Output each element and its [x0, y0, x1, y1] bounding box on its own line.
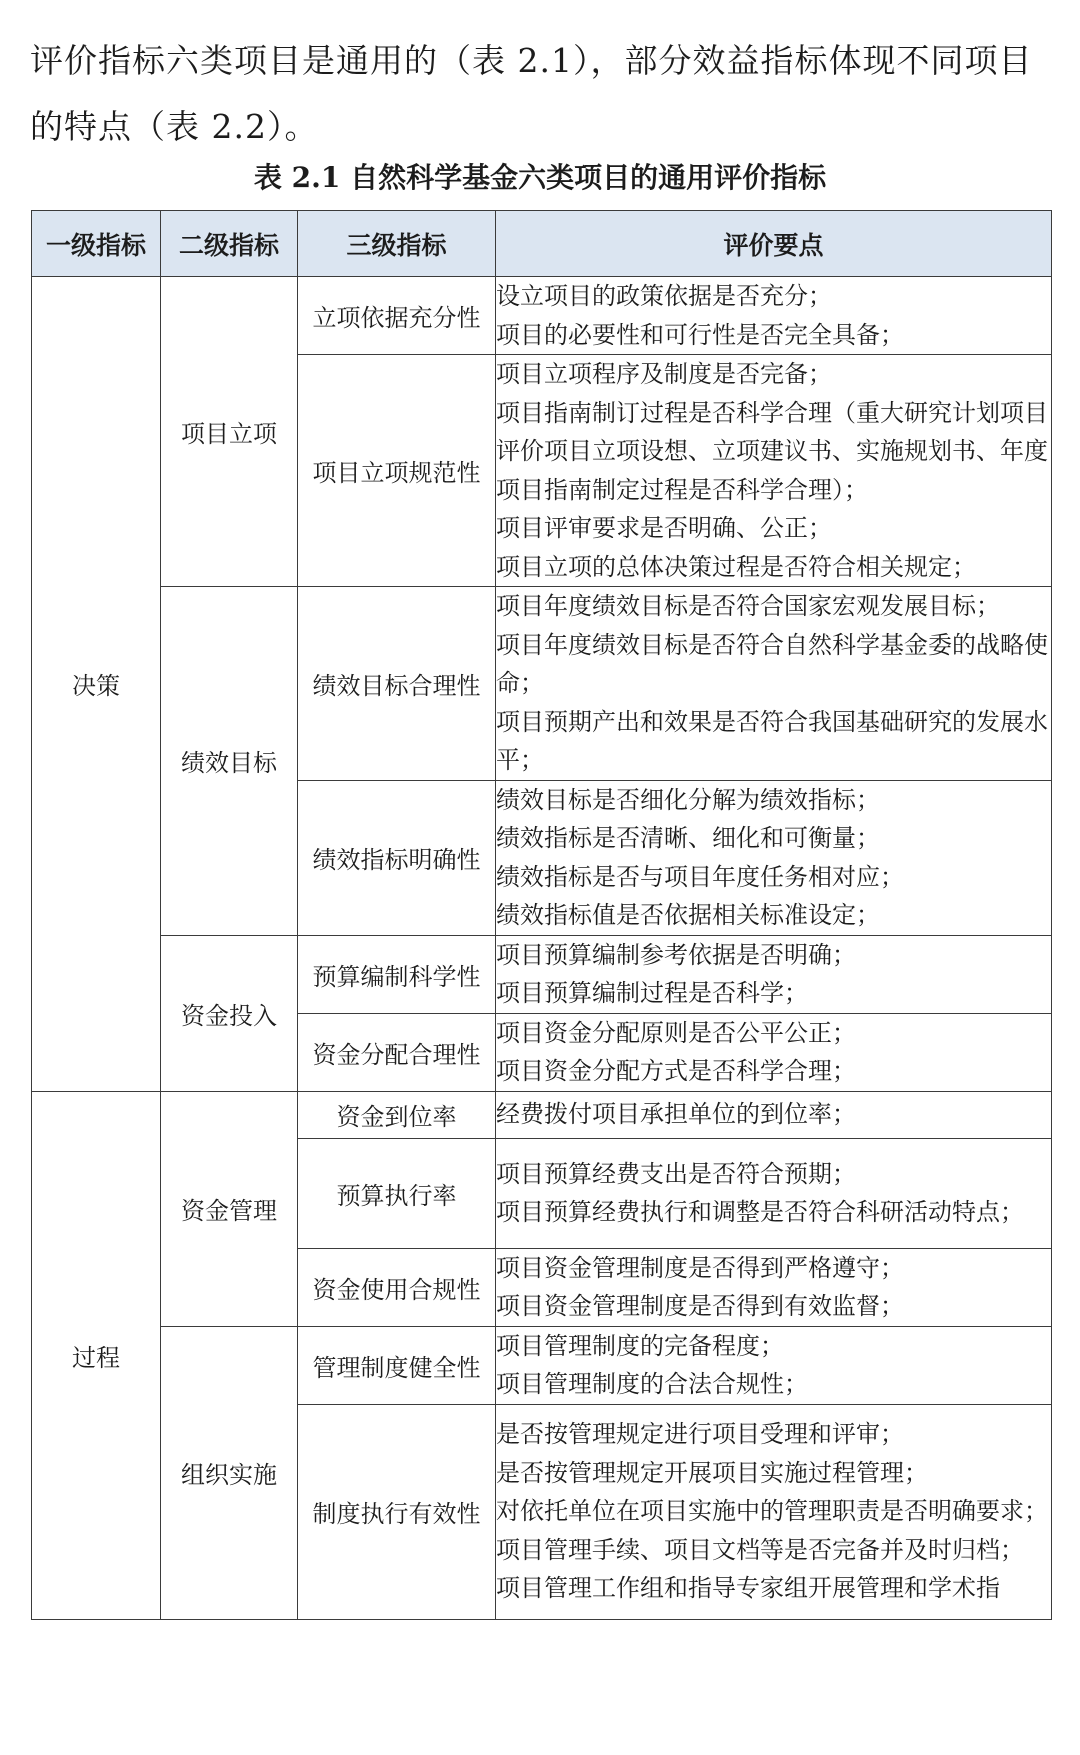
level3-cell: 制度执行有效性 — [298, 1404, 496, 1619]
point-item: 项目管理制度的完备程度； — [496, 1331, 784, 1360]
point-item: 项目资金管理制度是否得到严格遵守； — [496, 1253, 904, 1282]
level2-cell: 绩效目标 — [161, 587, 298, 936]
table-row — [32, 935, 1052, 1013]
evaluation-indicator-table — [31, 210, 1052, 1620]
level3-cell: 立项依据充分性 — [298, 277, 496, 355]
point-item: 项目年度绩效目标是否符合自然科学基金委的战略使命； — [496, 630, 1048, 697]
points-cell — [496, 355, 1052, 587]
point-item: 项目管理制度的合法合规性； — [496, 1370, 808, 1398]
point-item: 项目预算经费支出是否符合预期； — [496, 1159, 856, 1188]
points-cell — [496, 780, 1052, 935]
table-row — [32, 277, 1052, 355]
level1-cell: 决策 — [32, 277, 161, 1092]
level3-cell: 绩效指标明确性 — [298, 780, 496, 935]
level3-cell: 资金使用合规性 — [298, 1248, 496, 1326]
point-item: 绩效指标值是否依据相关标准设定； — [496, 901, 880, 929]
points-cell — [496, 1091, 1052, 1138]
point-item: 绩效指标是否清晰、细化和可衡量； — [496, 824, 880, 852]
points-cell — [496, 1326, 1052, 1404]
points-cell — [496, 1248, 1052, 1326]
points-cell — [496, 1404, 1052, 1619]
level2-cell: 组织实施 — [161, 1326, 298, 1619]
point-item: 项目评审要求是否明确、公正； — [496, 514, 832, 542]
level2-cell: 资金投入 — [161, 935, 298, 1091]
header-points: 评价要点 — [496, 211, 1052, 277]
point-item: 项目资金分配原则是否公平公正； — [496, 1018, 856, 1047]
point-item: 项目管理手续、项目文档等是否完备并及时归档； — [496, 1535, 1024, 1564]
intro-paragraph: 评价指标六类项目是通用的（表 2.1），部分效益指标体现不同项目的特点（表 2.2）。 — [30, 41, 1033, 146]
level2-cell: 项目立项 — [161, 277, 298, 587]
table-row — [32, 1091, 1052, 1138]
level2-cell: 资金管理 — [161, 1091, 298, 1326]
point-item: 项目预算编制参考依据是否明确； — [496, 940, 856, 969]
points-cell — [496, 1013, 1052, 1091]
header-level3: 三级指标 — [298, 211, 496, 277]
header-level2: 二级指标 — [161, 211, 298, 277]
points-cell — [496, 1138, 1052, 1248]
point-item: 项目资金管理制度是否得到有效监督； — [496, 1292, 904, 1320]
level3-cell: 资金分配合理性 — [298, 1013, 496, 1091]
table-header-row — [32, 211, 1052, 277]
points-cell — [496, 587, 1052, 781]
point-item: 项目预算经费执行和调整是否符合科研活动特点； — [496, 1198, 1024, 1226]
point-item: 项目预算编制过程是否科学； — [496, 979, 808, 1007]
level3-cell: 预算执行率 — [298, 1138, 496, 1248]
level1-cell: 过程 — [32, 1091, 161, 1619]
point-item: 对依托单位在项目实施中的管理职责是否明确要求； — [496, 1497, 1048, 1526]
point-item: 项目指南制订过程是否科学合理（重大研究计划项目评价项目立项设想、立项建议书、实施规划书、年度项目指南制定过程是否科学合理）； — [496, 398, 1048, 504]
point-item: 项目管理工作组和指导专家组开展管理和学术指 — [496, 1574, 1000, 1603]
point-item: 项目立项的总体决策过程是否符合相关规定； — [496, 552, 976, 581]
point-item: 项目预期产出和效果是否符合我国基础研究的发展水平； — [496, 707, 1048, 774]
level3-cell: 管理制度健全性 — [298, 1326, 496, 1404]
point-item: 项目的必要性和可行性是否完全具备； — [496, 320, 904, 349]
point-item: 绩效指标是否与项目年度任务相对应； — [496, 862, 904, 891]
header-level1: 一级指标 — [32, 211, 161, 277]
point-item: 绩效目标是否细化分解为绩效指标； — [496, 785, 880, 814]
point-item: 项目年度绩效目标是否符合国家宏观发展目标； — [496, 592, 1000, 620]
level3-cell: 资金到位率 — [298, 1091, 496, 1138]
level3-cell: 项目立项规范性 — [298, 355, 496, 587]
point-item: 项目立项程序及制度是否完备； — [496, 360, 832, 388]
point-item: 经费拨付项目承担单位的到位率； — [496, 1100, 856, 1129]
table-caption: 表 2.1 自然科学基金六类项目的通用评价指标 — [253, 161, 827, 194]
point-item: 是否按管理规定开展项目实施过程管理； — [496, 1458, 928, 1487]
points-cell — [496, 277, 1052, 355]
table-row — [32, 1326, 1052, 1404]
point-item: 是否按管理规定进行项目受理和评审； — [496, 1420, 904, 1449]
level3-cell: 绩效目标合理性 — [298, 587, 496, 781]
level3-cell: 预算编制科学性 — [298, 935, 496, 1013]
table-row — [32, 587, 1052, 781]
points-cell — [496, 935, 1052, 1013]
point-item: 项目资金分配方式是否科学合理； — [496, 1057, 856, 1085]
point-item: 设立项目的政策依据是否充分； — [496, 282, 832, 310]
